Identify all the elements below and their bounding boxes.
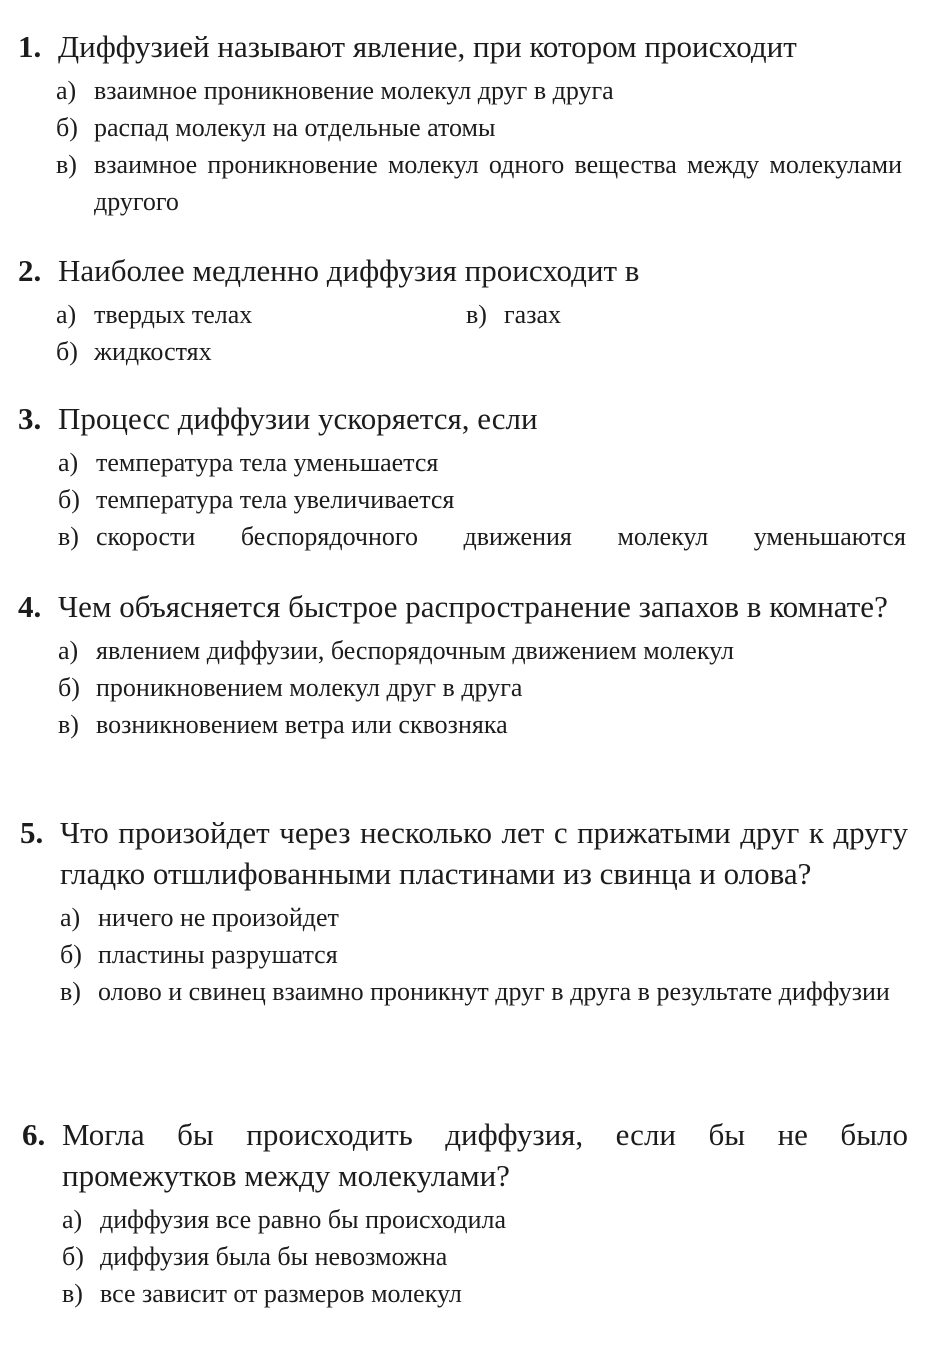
option-a xyxy=(62,1201,908,1238)
option-b xyxy=(60,936,908,973)
option-text: взаимное проникновение молекул друг в друга xyxy=(94,76,614,105)
question-number: 3. xyxy=(18,401,42,436)
question-text: Процесс диффузии ускоряется, если xyxy=(58,401,538,436)
option-b xyxy=(58,669,906,706)
option-text: скорости беспорядочного движения молекул уменьшаются xyxy=(96,522,906,551)
option-letter: б) xyxy=(58,485,80,514)
question-number: 4. xyxy=(18,589,42,624)
option-text: олово и свинец взаимно проникнут друг в друга в результате диффузии xyxy=(98,977,890,1006)
option-c xyxy=(60,973,908,1010)
question-6 xyxy=(22,1114,908,1312)
option-b xyxy=(62,1238,908,1275)
option-a xyxy=(56,296,466,333)
answer-options xyxy=(56,72,902,220)
question-text: Что произойдет через несколько лет с прижатыми друг к другу гладко отшлифованными пластинами из свинца и олова? xyxy=(60,815,908,891)
option-text: жидкостях xyxy=(94,337,212,366)
option-b xyxy=(56,333,466,370)
option-text: возникновением ветра или сквозняка xyxy=(96,710,508,739)
option-b xyxy=(56,109,902,146)
question-3 xyxy=(18,398,906,555)
question-header xyxy=(22,1114,908,1196)
option-a xyxy=(58,632,906,669)
option-c xyxy=(58,518,906,555)
question-text: Наиболее медленно диффузия происходит в xyxy=(58,253,640,288)
option-letter: а) xyxy=(58,448,79,477)
option-c xyxy=(58,706,906,743)
answer-options xyxy=(58,632,906,743)
option-letter: б) xyxy=(60,940,82,969)
option-letter: а) xyxy=(62,1205,83,1234)
option-text: диффузия все равно бы происходила xyxy=(100,1205,507,1234)
question-4 xyxy=(18,586,906,743)
option-letter: б) xyxy=(62,1242,84,1271)
option-letter: в) xyxy=(58,710,79,739)
option-b xyxy=(58,481,906,518)
option-letter: в) xyxy=(466,300,487,329)
question-number: 1. xyxy=(18,29,42,64)
question-5 xyxy=(20,812,908,1010)
question-text: Чем объясняется быстрое распространение запахов в комнате? xyxy=(58,589,888,624)
option-text: твердых телах xyxy=(94,300,253,329)
option-text: пластины разрушатся xyxy=(98,940,338,969)
question-header xyxy=(18,26,902,67)
answer-options xyxy=(62,1201,908,1312)
question-header xyxy=(18,586,906,627)
option-text: явлением диффузии, беспорядочным движением молекул xyxy=(96,636,734,665)
option-letter: а) xyxy=(58,636,79,665)
option-letter: б) xyxy=(56,113,78,142)
question-text: Диффузией называют явление, при котором происходит xyxy=(58,29,797,64)
question-2 xyxy=(18,250,902,370)
question-number: 2. xyxy=(18,253,42,288)
option-letter: а) xyxy=(56,300,77,329)
option-c xyxy=(466,296,766,333)
question-header xyxy=(18,250,902,291)
option-text: диффузия была бы невозможна xyxy=(100,1242,448,1271)
option-text: температура тела увеличивается xyxy=(96,485,455,514)
question-number: 5. xyxy=(20,815,44,850)
option-text: распад молекул на отдельные атомы xyxy=(94,113,496,142)
option-a xyxy=(60,899,908,936)
option-text: газах xyxy=(504,300,562,329)
answer-options xyxy=(58,444,906,555)
answer-options xyxy=(60,899,908,1010)
option-letter: а) xyxy=(56,76,77,105)
question-header xyxy=(18,398,906,439)
question-number: 6. xyxy=(22,1117,46,1152)
option-text: все зависит от размеров молекул xyxy=(100,1279,462,1308)
option-c xyxy=(62,1275,908,1312)
option-letter: в) xyxy=(58,522,79,551)
option-a xyxy=(56,72,902,109)
option-text: ничего не произойдет xyxy=(98,903,339,932)
option-text: температура тела уменьшается xyxy=(96,448,439,477)
option-text: взаимное проникновение молекул одного вещества между молекулами другого xyxy=(94,150,902,216)
answer-options xyxy=(56,296,902,370)
option-c xyxy=(56,146,902,220)
option-a xyxy=(58,444,906,481)
option-letter: а) xyxy=(60,903,81,932)
question-header xyxy=(20,812,908,894)
question-text: Могла бы происходить диффузия, если бы не было промежутков между молекулами? xyxy=(62,1117,908,1193)
option-letter: в) xyxy=(62,1279,83,1308)
option-text: проникновением молекул друг в друга xyxy=(96,673,523,702)
option-letter: в) xyxy=(56,150,77,179)
question-1 xyxy=(18,26,902,220)
option-letter: б) xyxy=(58,673,80,702)
option-letter: б) xyxy=(56,337,78,366)
option-letter: в) xyxy=(60,977,81,1006)
